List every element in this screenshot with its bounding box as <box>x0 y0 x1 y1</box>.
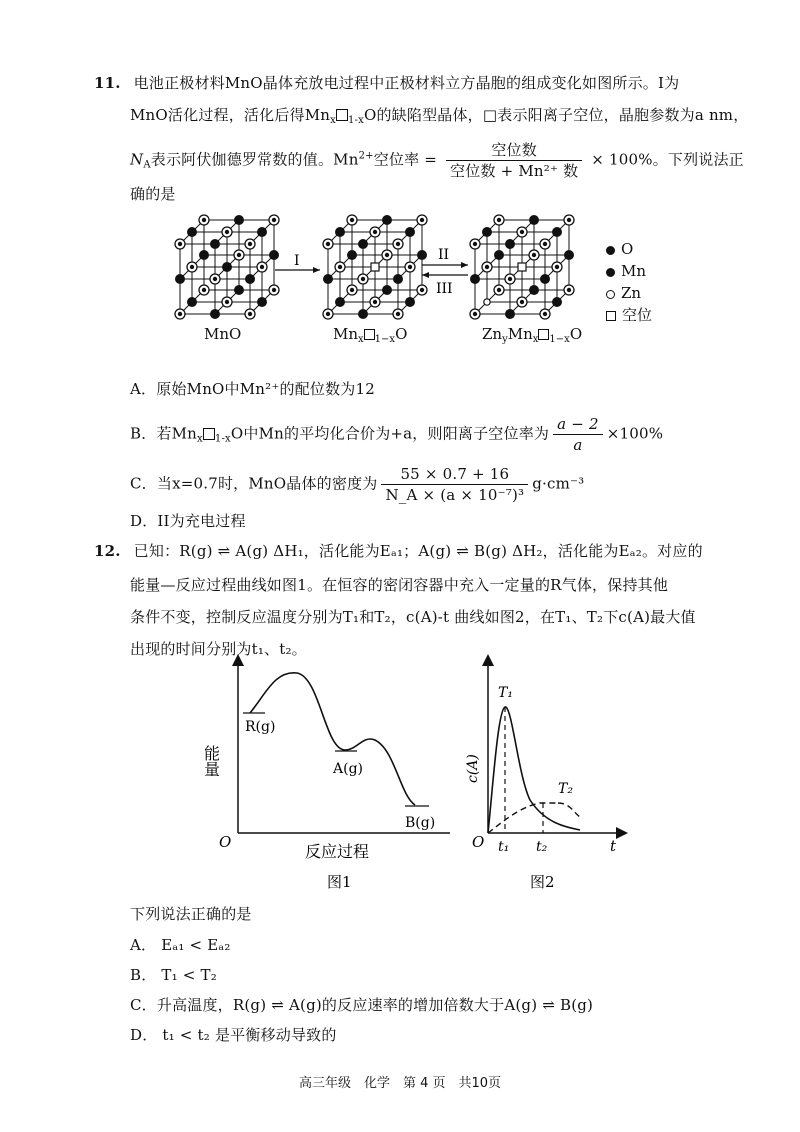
q12-line3: 条件不变，控制反应温度分别为T₁和T₂，c(A)-t 曲线如图2，在T₁、T₂下c(A)最大值 <box>130 608 696 626</box>
mn-atom <box>234 215 244 225</box>
mn-atom <box>358 309 368 319</box>
fig1-label-a: A(g) <box>333 761 363 777</box>
fig1-energy-curve <box>250 673 415 805</box>
filled-dot-icon <box>606 246 615 255</box>
mn-atom <box>323 274 333 284</box>
fig2-x-label: t <box>610 837 617 855</box>
q11-line1 <box>94 72 679 94</box>
page-footer: 高三年级 化学 第 4 页 共10页 <box>298 1076 502 1091</box>
zn-atom <box>484 299 490 305</box>
legend-zn: Zn <box>606 282 652 304</box>
mn-atom <box>335 297 345 307</box>
q11-frac-den: 空位数 + Mn²⁺ 数 <box>450 162 579 180</box>
fig2-curve-t1 <box>488 707 580 833</box>
vacancy-mark <box>518 263 526 271</box>
q11-text-3a: 表示阿伏伽德罗常数的值。Mn <box>150 150 359 169</box>
q11-b-fraction: $\frac{a - 2}{a}$ <box>553 414 603 455</box>
q11-option-b: B．若$Mn_x$ $_{1-x}$O中Mn的平均化合价为+a，则阳离子空位率为 $\frac{a - 2}{a}$ ×100% <box>130 415 664 454</box>
q11-text-2a: MnO活化过程，活化后得Mn <box>130 106 331 124</box>
mn-atom <box>347 250 357 260</box>
q12-line4: 出现的时间分别为t₁、t₂。 <box>130 640 307 658</box>
hollow-dot-icon <box>606 290 615 299</box>
mn-atom <box>358 239 368 249</box>
q11-crystal-figure <box>170 215 630 325</box>
q11-vacancy-fraction <box>446 140 582 181</box>
q11-label-mnx: $Mn_x$ $_{1-x}$O <box>333 325 408 345</box>
mn-atom <box>187 297 197 307</box>
fig2-label-t1: T₁ <box>498 685 513 701</box>
q11-option-c: C．当x=0.7时，MnO晶体的密度为 $\frac{55 \times 0.7 + 16}{\text{N\_A × (a × 10⁻⁷)³}}$ g·cm⁻³ <box>130 465 585 504</box>
mn-atom <box>417 250 427 260</box>
mn-atom <box>382 215 392 225</box>
mn-atom <box>540 274 550 284</box>
q11-option-d: D．II为充电过程 <box>130 512 246 530</box>
q11-line2: MnO活化过程，活化后得$Mn_x$ $_{1-x}$O的缺陷型晶体，□表示阳离子空位，晶胞参数为a nm， <box>130 106 749 126</box>
mn-atom <box>405 297 415 307</box>
vacancy-mark <box>371 263 379 271</box>
q12-figure2 <box>460 655 630 895</box>
fig2-tick-t1: t₁ <box>498 839 510 855</box>
q12-option-b: B． T₁ < T₂ <box>130 966 217 984</box>
fig1-x-label: 反应过程 <box>305 842 370 861</box>
mn-atom <box>222 262 232 272</box>
mn-atom <box>210 309 220 319</box>
fig1-label-r: R(g) <box>245 719 276 735</box>
mn-atom <box>564 250 574 260</box>
q11-line4: 确的是 <box>130 185 176 203</box>
arrow-II-label: II <box>438 247 450 263</box>
q12-figure1 <box>201 655 455 895</box>
mn-atom <box>257 297 267 307</box>
fig1-caption: 图1 <box>327 873 352 891</box>
mn-atom <box>210 239 220 249</box>
mn-atom <box>335 227 345 237</box>
legend-o: O <box>606 238 652 260</box>
q11-line3: $N_A$表示阿伏伽德罗常数的值。$Mn^{2+}$空位率 = $\frac{\text{空位数}}{\text{空位数 + Mn²⁺ 数}}$ × 100%。下列说法正 <box>130 141 744 180</box>
fig1-origin: O <box>219 833 232 851</box>
q12-option-d: D． t₁ < t₂ 是平衡移动导致的 <box>130 1026 337 1044</box>
q11-legend <box>606 238 652 326</box>
q11-text-3b: 空位率 = <box>373 150 438 169</box>
square-icon <box>606 311 616 321</box>
fig2-tick-t2: t₂ <box>536 839 548 855</box>
fig1-label-b: B(g) <box>405 815 436 831</box>
mn-atom <box>382 285 392 295</box>
legend-mn: Mn <box>606 260 652 282</box>
arrow-I-label: I <box>294 253 300 269</box>
filled-dot-icon <box>606 268 615 277</box>
mn-atom <box>405 227 415 237</box>
q12-line1 <box>94 540 703 562</box>
mn-atom <box>257 227 267 237</box>
mn-atom <box>529 215 539 225</box>
mn-atom <box>187 227 197 237</box>
arrow-III-label: III <box>436 281 453 297</box>
legend-vacancy: 空位 <box>606 304 652 326</box>
mn-atom <box>552 227 562 237</box>
q11-option-a: A．原始MnO中Mn²⁺的配位数为12 <box>130 380 375 398</box>
fig2-y-label: c(A) <box>465 754 481 783</box>
q11-text-3c: × 100%。下列说法正 <box>591 150 744 169</box>
mn-atom <box>175 274 185 284</box>
q11-text-1: 电池正极材料MnO晶体充放电过程中正极材料立方晶胞的组成变化如图所示。I为 <box>133 74 680 92</box>
q12-option-a: A． Eₐ₁ < Eₐ₂ <box>130 936 231 954</box>
q11-c-fraction: $\frac{55 \times 0.7 + 16}{\text{N\_A × (a × 10⁻⁷)³}}$ <box>381 464 528 505</box>
mn-atom <box>505 309 515 319</box>
q12-option-c: C．升高温度，R(g) ⇌ A(g)的反应速率的增加倍数大于A(g) ⇌ B(g) <box>130 996 594 1014</box>
fig2-label-t2: T₂ <box>558 781 573 797</box>
mn-atom <box>494 250 504 260</box>
fig2-caption: 图2 <box>530 873 555 891</box>
q11-frac-num: 空位数 <box>446 140 582 161</box>
fig1-y-label: 能量 <box>201 745 221 777</box>
q11-label-znmnx: $Zn_yMn_x$ $_{1-x}$O <box>482 325 583 345</box>
q11-number: 11. <box>94 74 121 92</box>
mn-atom <box>393 274 403 284</box>
q12-prompt: 下列说法正确的是 <box>130 905 252 923</box>
mn-atom <box>234 285 244 295</box>
q11-label-mno: MnO <box>204 325 242 343</box>
q12-line2: 能量—反应过程曲线如图1。在恒容的密闭容器中充入一定量的R气体，保持其他 <box>130 576 669 594</box>
q12-text-1: 已知：R(g) ⇌ A(g) ΔH₁，活化能为Eₐ₁；A(g) ⇌ B(g) ΔH₂，活化能为Eₐ₂。对应的 <box>133 542 703 560</box>
mn-atom <box>245 274 255 284</box>
mn-atom <box>470 274 480 284</box>
q12-number: 12. <box>94 542 121 560</box>
mn-atom <box>529 285 539 295</box>
mn-atom <box>269 250 279 260</box>
q11-text-2b: O的缺陷型晶体，□表示阳离子空位，晶胞参数为a nm， <box>363 106 749 124</box>
mn-atom <box>482 227 492 237</box>
mn-atom <box>505 239 515 249</box>
fig2-origin: O <box>472 833 485 851</box>
mn-atom <box>199 250 209 260</box>
mn-atom <box>552 297 562 307</box>
